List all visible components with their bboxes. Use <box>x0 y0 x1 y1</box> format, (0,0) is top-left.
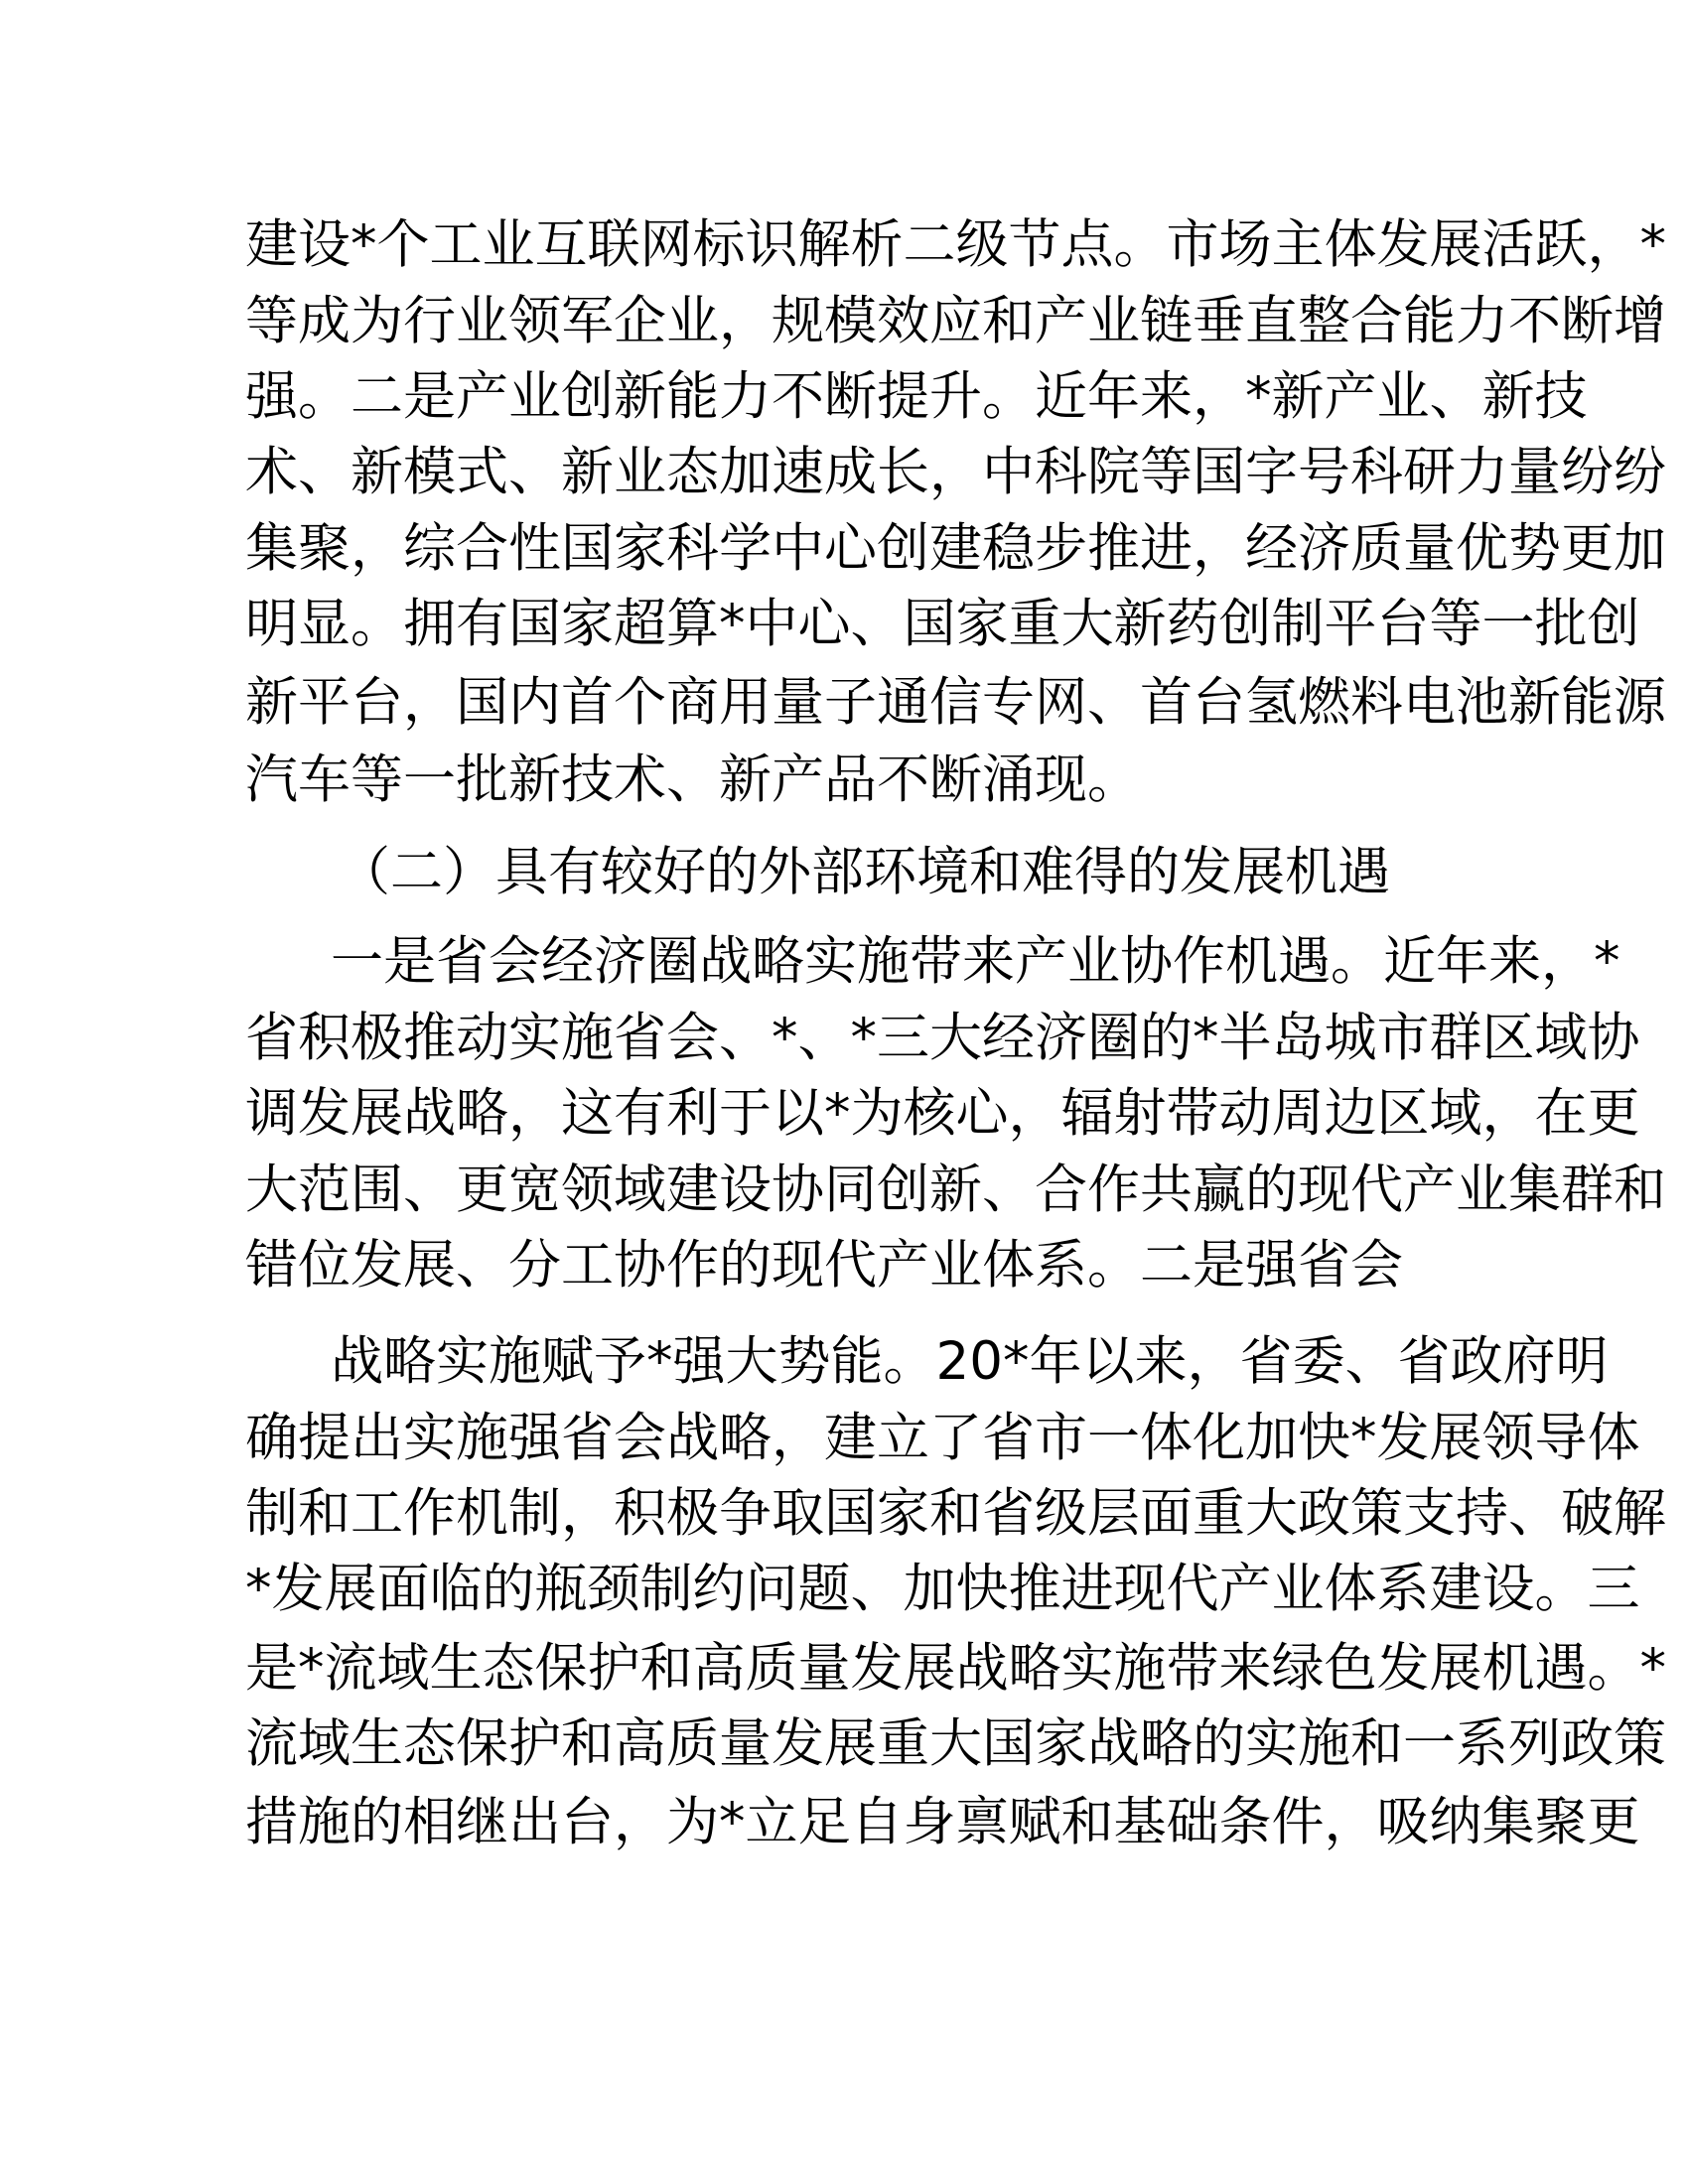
text-line: 省积极推动实施省会、*、*三大经济圈的*半岛城市群区域协 <box>245 1008 1640 1068</box>
text-line: 一是省会经济圈战略实施带来产业协作机遇。近年来，* <box>331 931 1620 992</box>
text-line: 措施的相继出台，为*立足自身禀赋和基础条件，吸纳集聚更 <box>245 1792 1640 1852</box>
text-line: 等成为行业领军企业，规模效应和产业链垂直整合能力不断增 <box>245 291 1666 351</box>
text-line: 汽车等一批新技术、新产品不断涌现。 <box>245 750 1140 810</box>
text-line: 调发展战略，这有利于以*为核心，辐射带动周边区域，在更 <box>245 1083 1640 1144</box>
text-line: 流域生态保护和高质量发展重大国家战略的实施和一系列政策 <box>245 1713 1666 1774</box>
text-line: 是*流域生态保护和高质量发展战略实施带来绿色发展机遇。* <box>245 1638 1666 1699</box>
text-line: 错位发展、分工协作的现代产业体系。二是强省会 <box>245 1235 1403 1296</box>
text-line: 强。二是产业创新能力不断提升。近年来，*新产业、新技 <box>245 366 1588 427</box>
text-line: 确提出实施强省会战略，建立了省市一体化加快*发展领导体 <box>245 1408 1640 1468</box>
text-line: 集聚，综合性国家科学中心创建稳步推进，经济质量优势更加 <box>245 518 1666 579</box>
text-line: 明显。拥有国家超算*中心、国家重大新药创制平台等一批创 <box>245 594 1640 654</box>
text-line: *发展面临的瓶颈制约问题、加快推进现代产业体系建设。三 <box>245 1559 1640 1619</box>
text-line: 建设*个工业互联网标识解析二级节点。市场主体发展活跃，* <box>245 214 1666 275</box>
text-line: 大范围、更宽领域建设协同创新、合作共赢的现代产业集群和 <box>245 1160 1666 1220</box>
text-line: 术、新模式、新业态加速成长，中科院等国字号科研力量纷纷 <box>245 442 1666 502</box>
section-heading: （二）具有较好的外部环境和难得的发展机遇 <box>338 842 1390 902</box>
text-line: 制和工作机制，积极争取国家和省级层面重大政策支持、破解 <box>245 1483 1666 1544</box>
text-line: 战略实施赋予*强大势能。20*年以来，省委、省政府明 <box>331 1331 1609 1392</box>
text-line: 新平台，国内首个商用量子通信专网、首台氢燃料电池新能源 <box>245 672 1666 733</box>
